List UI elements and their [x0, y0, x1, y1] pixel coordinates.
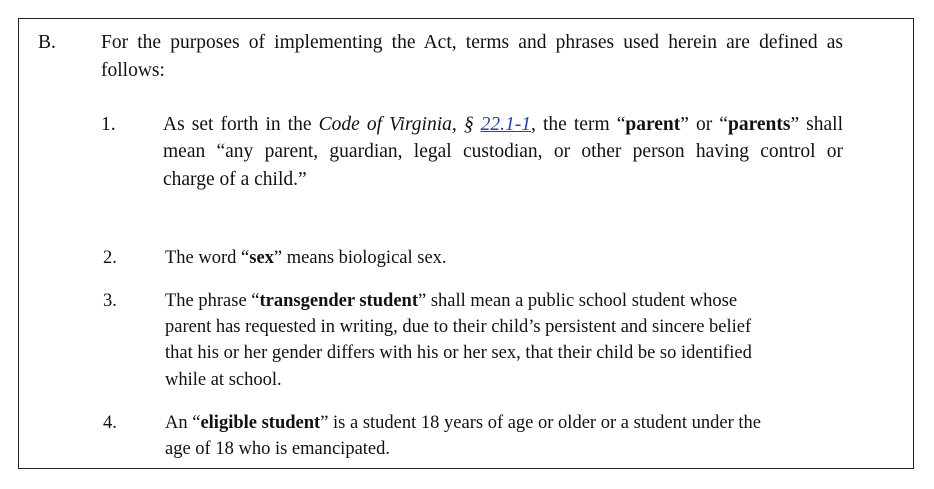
- document-frame: [18, 18, 914, 469]
- definition-number-1: 1.: [101, 114, 116, 135]
- definition-number-2: 2.: [103, 248, 117, 268]
- definition-1-prefix: As set forth in the: [163, 114, 319, 135]
- definition-2-suffix: ” means biological sex.: [273, 248, 447, 268]
- section-label: B.: [38, 32, 56, 53]
- definition-1-line-1: [163, 115, 843, 135]
- term-eligible-student: eligible student: [200, 413, 321, 433]
- definition-2-prefix: The word “: [165, 248, 250, 268]
- definition-4-line-1: [165, 414, 761, 433]
- definition-2-line-1: [165, 249, 447, 268]
- definition-3-prefix: The phrase “: [165, 291, 260, 311]
- definition-1-line-3: charge of a child.”: [163, 169, 307, 190]
- code-of-virginia-citation: Code of Virginia, §: [318, 114, 481, 135]
- definition-number-4: 4.: [103, 413, 117, 433]
- definition-1-suffix: ” shall: [790, 114, 844, 135]
- definition-3-line-3: that his or her gender differs with his or her sex, that their child be so identified: [165, 343, 752, 363]
- definition-1-line-2: mean “any parent, guardian, legal custodian, or other person having control or: [163, 141, 843, 162]
- definition-number-3: 3.: [103, 291, 117, 311]
- term-sex: sex: [249, 248, 274, 268]
- definition-4-line-2: age of 18 who is emancipated.: [165, 439, 391, 459]
- code-section-link[interactable]: 22.1-1: [480, 114, 532, 135]
- section-intro-line-1: For the purposes of implementing the Act, terms and phrases used herein are defined as: [101, 32, 843, 53]
- definition-3-line-4: while at school.: [165, 370, 282, 390]
- definition-4-prefix: An “: [165, 413, 201, 433]
- section-intro-line-2: follows:: [101, 60, 165, 81]
- definition-3-line-1: [165, 292, 737, 311]
- definition-3-suffix: ” shall mean a public school student whose: [417, 291, 738, 311]
- term-transgender-student: transgender student: [259, 291, 418, 311]
- definition-3-line-2: parent has requested in writing, due to their child’s persistent and sincere belief: [165, 317, 752, 337]
- definition-4-suffix: ” is a student 18 years of age or older or a student under the: [320, 413, 761, 433]
- term-parents: parents: [727, 114, 791, 135]
- definition-1-mid: , the term “: [531, 114, 626, 135]
- definition-1-mid2: ” or “: [680, 114, 728, 135]
- term-parent: parent: [625, 114, 681, 135]
